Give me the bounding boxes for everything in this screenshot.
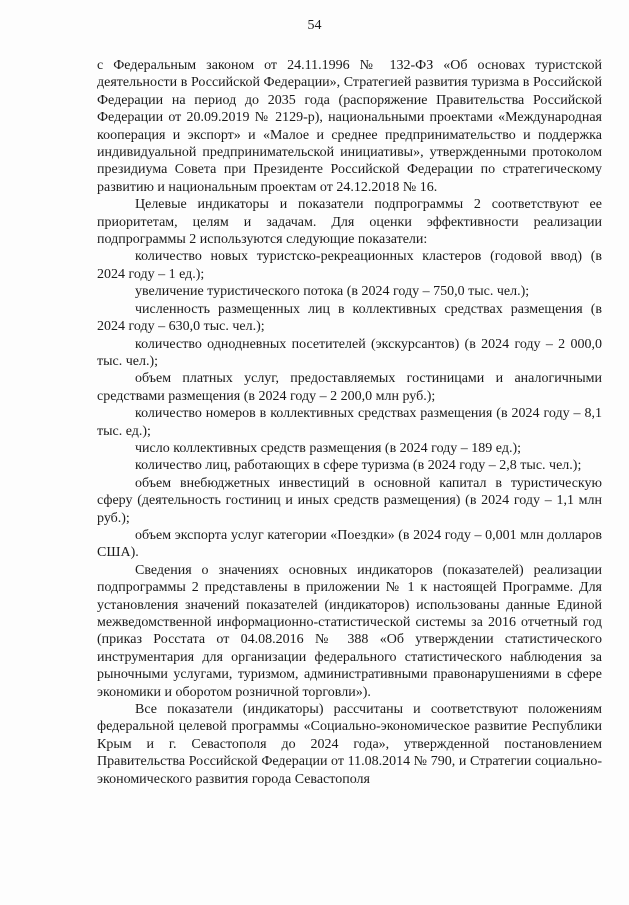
paragraph: Целевые индикаторы и показатели подпрограммы 2 соответствуют ее приоритетам, целям и задачам. Для оценки эффективности реализации подпрограммы 2 используются следующие показатели: [97,197,602,248]
paragraph: количество однодневных посетителей (экскурсантов) (в 2024 году – 2 000,0 тыс. чел.); [97,336,602,369]
paragraph: с Федеральным законом от 24.11.1996 № 132-ФЗ «Об основах туристской деятельности в Российской Федерации», Стратегией развития туризма в Российской Федерации на период до 2035 года (распоряжение Правительства Российской Федерации от 20.09.2019 № 2129-р), национальными проектами «Международная кооперация и экспорт» и «Малое и среднее предпринимательство и поддержка индивидуальной предпринимательской инициативы», утвержденными протоколом президиума Совета при Президенте Российской Федерации по стратегическому развитию и национальным проектам от 24.12.2018 № 16. [97,58,602,195]
paragraph: увеличение туристического потока (в 2024 году – 750,0 тыс. чел.); [135,284,530,300]
paragraph: количество номеров в коллективных средствах размещения (в 2024 году – 8,1 тыс. ед.); [97,406,602,439]
paragraph: объем внебюджетных инвестиций в основной капитал в туристическую сферу (деятельность гостиниц и иных средств размещения) (в 2024 году – 1,1 млн руб.); [97,475,602,526]
body-text [97,57,602,788]
paragraph: объем экспорта услуг категории «Поездки» (в 2024 году – 0,001 млн долларов США). [97,527,602,561]
page-number: 54 [307,18,322,33]
paragraph: количество лиц, работающих в сфере туризма (в 2024 году – 2,8 тыс. чел.); [135,458,582,474]
paragraph: количество новых туристско-рекреационных кластеров (годовой ввод) (в 2024 году – 1 ед.); [97,249,602,282]
paragraph: Сведения о значениях основных индикаторов (показателей) реализации подпрограммы 2 представлены в приложении № 1 к настоящей Программе. Для установления значений показателей (индикаторов) использованы данные Единой межведомственной информационно-статистической системы за 2016 отчетный год (приказ Росстата от 04.08.2016 № 388 «Об утверждении статистического инструментария для организации федерального статистического наблюдения за рыночными услугами, туризмом, административными правонарушениями в сфере экономики и оборотом розничной торговли»). [97,562,602,700]
paragraph: численность размещенных лиц в коллективных средствах размещения (в 2024 году – 630,0 тыс. чел.); [97,301,602,335]
paragraph: объем платных услуг, предоставляемых гостиницами и аналогичными средствами размещения (в 2024 году – 2 200,0 млн руб.); [97,371,602,404]
paragraph: Все показатели (индикаторы) рассчитаны и соответствуют положениям федеральной целевой программы «Социально-экономическое развитие Республики Крым и г. Севастополя до 2024 года», утвержденной постановлением Правительства Российской Федерации от 11.08.2014 № 790, и Стратегии социально-экономического развития города Севастополя [97,702,602,787]
paragraph: число коллективных средств размещения (в 2024 году – 189 ед.); [135,440,521,456]
